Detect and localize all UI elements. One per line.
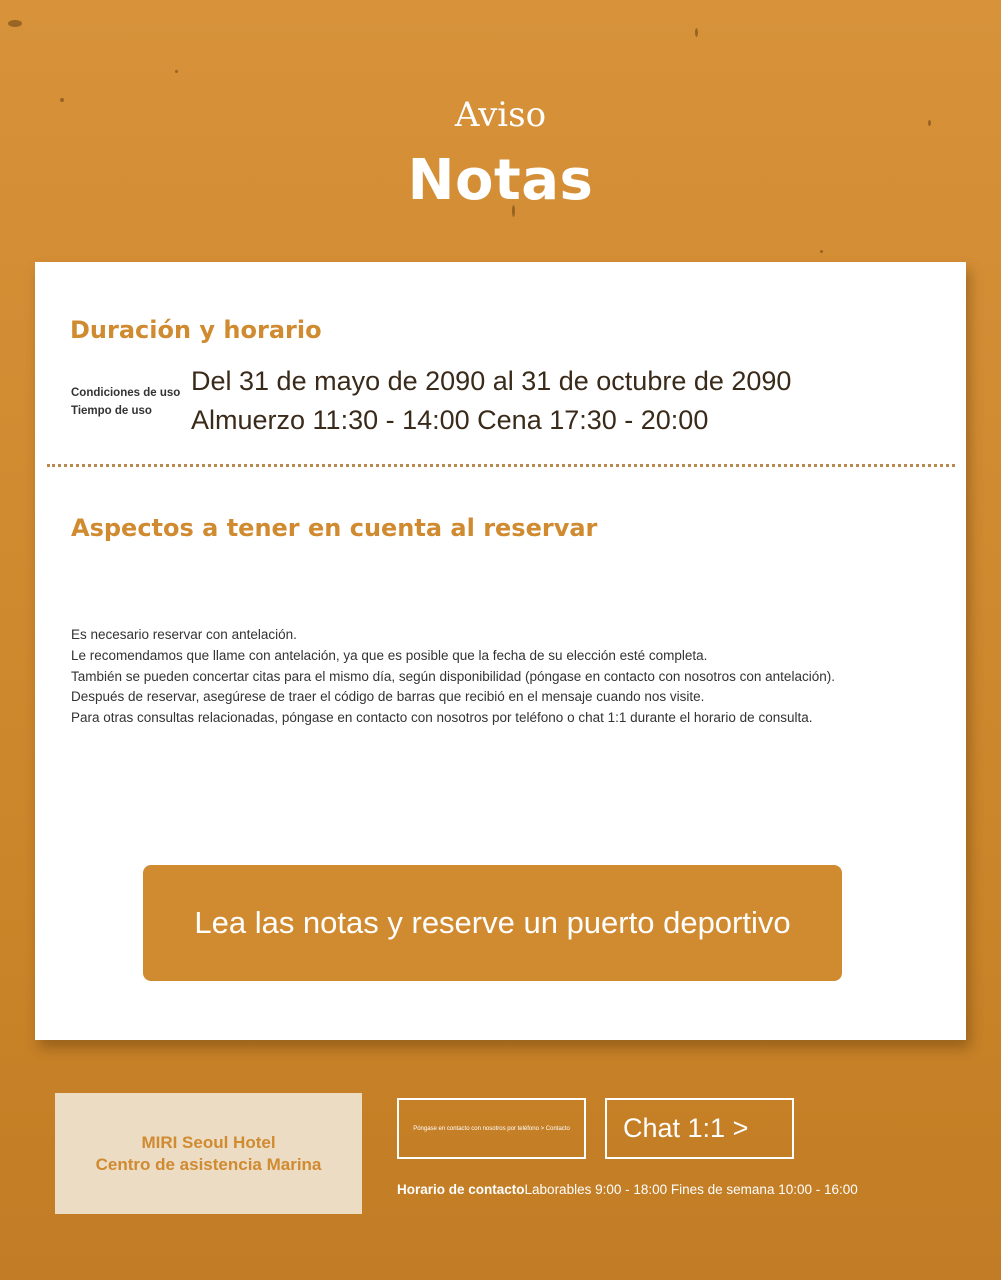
notes-card: [35, 262, 966, 1040]
duration-title: Duración y horario: [70, 316, 322, 344]
service-hours: Almuerzo 11:30 - 14:00 Cena 17:30 - 20:00: [191, 405, 709, 435]
background-texture: [175, 70, 178, 73]
terms-label: Condiciones de uso: [71, 387, 181, 399]
booking-title: Aspectos a tener en cuenta al reservar: [71, 514, 598, 542]
background-texture: [820, 250, 823, 253]
support-center-name: Centro de asistencia Marina: [95, 1154, 322, 1174]
hotel-name: MIRI Seoul Hotel: [141, 1132, 276, 1152]
note-line: Es necesario reservar con antelación.: [71, 627, 297, 642]
contact-hours-value: Laborables 9:00 - 18:00 Fines de semana 10:00 - 16:00: [524, 1182, 858, 1197]
background-texture: [695, 28, 698, 37]
background-texture: [8, 20, 22, 27]
note-line: Le recomendamos que llame con antelación, ya que es posible que la fecha de su elección esté completa.: [71, 647, 708, 663]
terms-labels: [71, 384, 180, 420]
page-eyebrow: Aviso: [454, 95, 547, 135]
booking-notes: [71, 625, 951, 729]
terms-values: [191, 362, 791, 440]
section-divider: [47, 464, 955, 467]
note-line: Para otras consultas relacionadas, póngase en contacto con nosotros por teléfono o chat 1:1 durante el horario de consulta.: [71, 710, 813, 726]
date-range: Del 31 de mayo de 2090 al 31 de octubre de 2090: [191, 366, 792, 396]
note-line: También se pueden concertar citas para el mismo día, según disponibilidad (póngase en contacto con nosotros con antelación).: [71, 668, 835, 684]
reserve-button[interactable]: Lea las notas y reserve un puerto deportivo: [143, 865, 842, 981]
phone-contact-button[interactable]: Póngase en contacto con nosotros por teléfono > Contacto: [397, 1098, 586, 1159]
terms-label: Tiempo de uso: [71, 405, 152, 417]
page-title: Notas: [407, 148, 594, 213]
note-line: Después de reservar, asegúrese de traer el código de barras que recibió en el mensaje cuando nos visite.: [71, 689, 705, 705]
contact-hours: [397, 1182, 858, 1197]
chat-button[interactable]: Chat 1:1 >: [605, 1098, 794, 1159]
support-center-box: [55, 1093, 362, 1214]
contact-hours-label: Horario de contacto: [397, 1182, 525, 1197]
